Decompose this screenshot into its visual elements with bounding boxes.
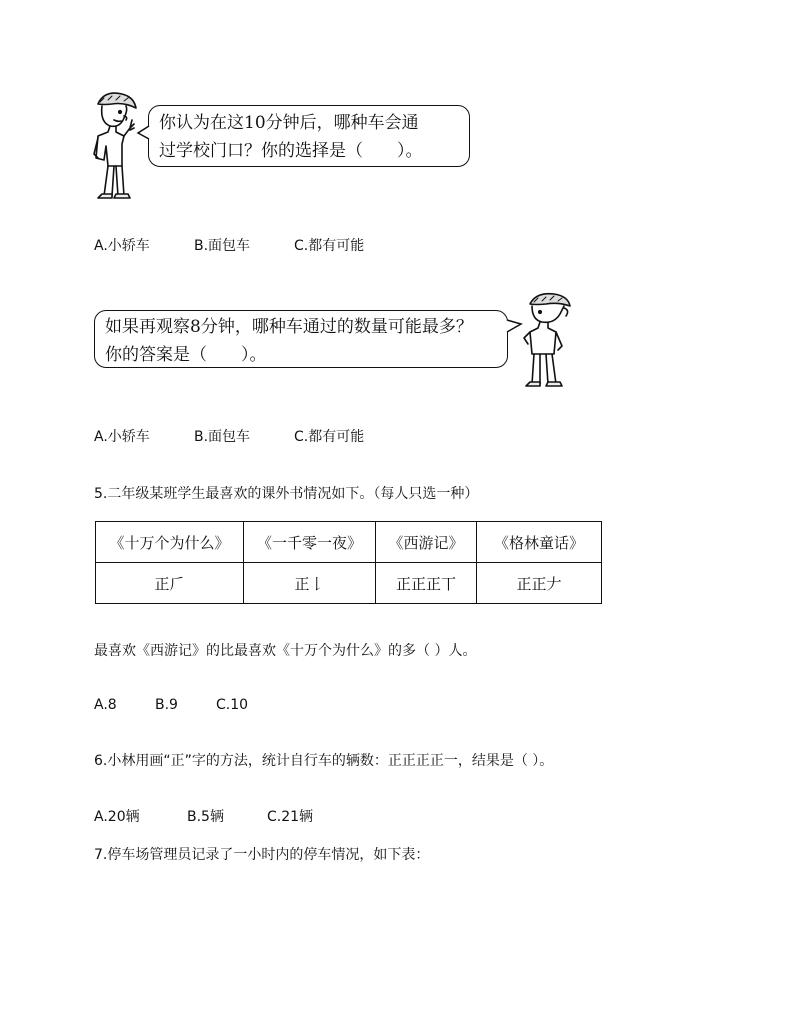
option-1-b[interactable]: B.面包车: [194, 238, 251, 254]
q6-option-c[interactable]: C.21辆: [267, 809, 314, 825]
question-5-subquestion: 最喜欢《西游记》的比最喜欢《十万个为什么》的多（ ）人。: [94, 643, 477, 659]
tally-cell: 正𠄌: [244, 563, 376, 604]
q6-option-b[interactable]: B.5辆: [187, 809, 224, 825]
option-1-a[interactable]: A.小轿车: [94, 238, 150, 254]
table-header-cell: 《一千零一夜》: [244, 522, 376, 563]
tally-cell: 正正𠂇: [477, 563, 602, 604]
table-header-row: [96, 522, 602, 563]
boy-illustration-2: [520, 290, 580, 390]
speech-bubble-2: [94, 310, 508, 368]
table-tally-row: [96, 563, 602, 604]
speech-bubble-1: [148, 105, 470, 167]
question-7-text: 7.停车场管理员记录了一小时内的停车情况，如下表：: [94, 847, 430, 863]
table-header-cell: 《十万个为什么》: [96, 522, 244, 563]
question-6-options: [94, 806, 313, 826]
option-1-c[interactable]: C.都有可能: [294, 238, 365, 254]
q5-option-c[interactable]: C.10: [216, 697, 249, 713]
bubble-1-tail: [136, 124, 152, 142]
bubble-2-line-1: 如果再观察8分钟，哪种车通过的数量可能最多？: [105, 317, 473, 337]
q5-option-b[interactable]: B.9: [155, 697, 178, 713]
options-row-2: [94, 426, 364, 446]
bubble-1-line-1: 你认为在这10分钟后，哪种车会通: [159, 113, 419, 133]
option-2-c[interactable]: C.都有可能: [294, 429, 365, 445]
bubble-1-line-2: 过学校门口？你的选择是（ ）。: [159, 141, 423, 161]
question-5-text: 5.二年级某班学生最喜欢的课外书情况如下。（每人只选一种）: [94, 486, 479, 502]
books-tally-table: [95, 521, 602, 604]
options-row-1: [94, 235, 364, 255]
option-2-b[interactable]: B.面包车: [194, 429, 251, 445]
question-5-options: [94, 697, 248, 713]
table-header-cell: 《西游记》: [376, 522, 477, 563]
q6-option-a[interactable]: A.20辆: [94, 809, 140, 825]
boy-illustration-1: [84, 88, 144, 206]
option-2-a[interactable]: A.小轿车: [94, 429, 150, 445]
table-header-cell: 《格林童话》: [477, 522, 602, 563]
bubble-2-line-2: 你的答案是（ ）。: [105, 345, 267, 365]
q5-option-a[interactable]: A.8: [94, 697, 117, 713]
tally-cell: 正𠂆: [96, 563, 244, 604]
question-6-text: 6.小林用画“正”字的方法，统计自行车的辆数：正正正正一，结果是（ ）。: [94, 753, 554, 769]
tally-cell: 正正正丅: [376, 563, 477, 604]
